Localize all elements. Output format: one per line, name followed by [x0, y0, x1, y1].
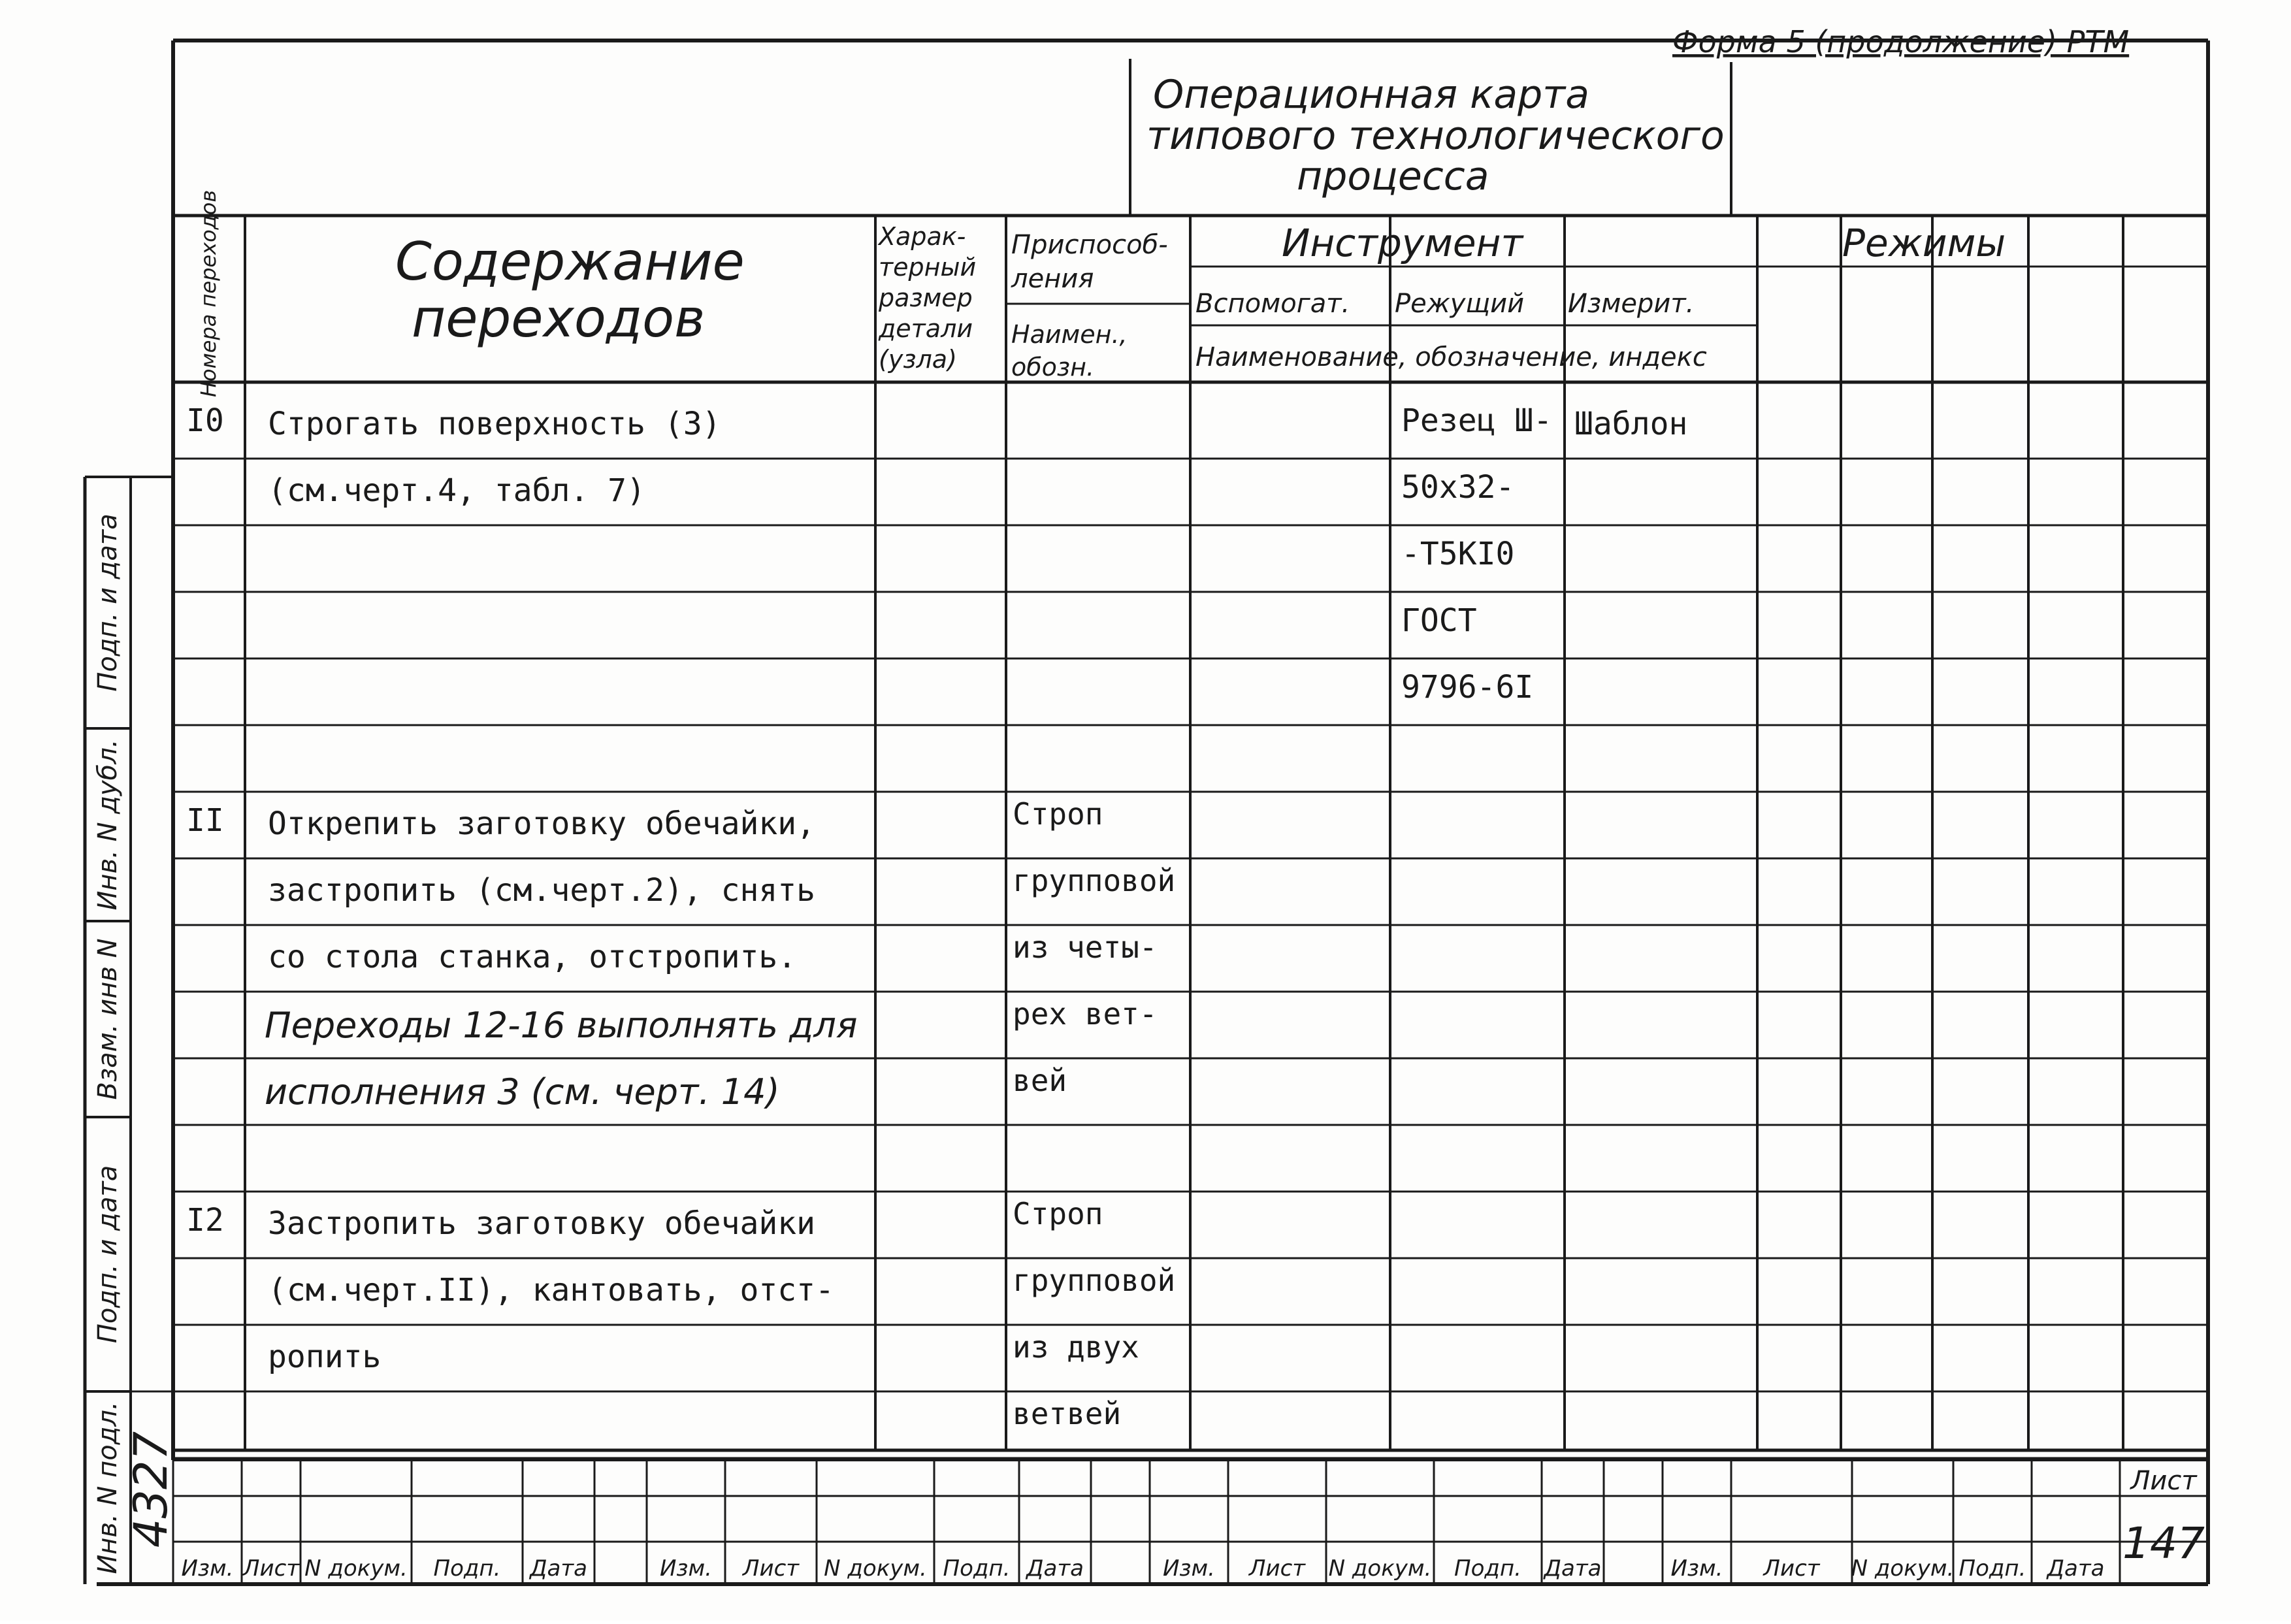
footer-label: Лист: [242, 1555, 300, 1582]
footer-label: Подп.: [943, 1555, 1011, 1582]
footer-label: Изм.: [660, 1555, 712, 1582]
fixtures-sub-header-2: обозн.: [1011, 353, 1095, 382]
footer-label: N докум.: [824, 1555, 927, 1582]
fixture-entry: ветвей: [1013, 1396, 1122, 1431]
step-content: Открепить заготовку обечайки,: [268, 805, 816, 842]
step-number-header: Номера переходов: [196, 189, 221, 397]
cutting-tool-entry: 9796-6I: [1401, 669, 1534, 706]
footer-label: Лист: [1248, 1555, 1306, 1582]
content-header-line-2: переходов: [412, 288, 706, 349]
fixtures-header-1: Приспособ-: [1011, 230, 1168, 260]
fixture-entry: Строп: [1013, 796, 1103, 832]
margin-label-2: Инв. N дубл.: [93, 739, 123, 911]
footer-label: Дата: [2047, 1555, 2105, 1582]
footer-label: Изм.: [181, 1555, 234, 1582]
sheet-label: Лист: [2130, 1466, 2197, 1496]
footer-label: Дата: [1026, 1555, 1084, 1582]
footer-label: Подп.: [1454, 1555, 1521, 1582]
char-size-header-1: Харак-: [879, 222, 966, 251]
footer-label: Дата: [529, 1555, 588, 1582]
footer-label: Подп.: [1958, 1555, 2026, 1582]
footer-label: Лист: [742, 1555, 800, 1582]
cutting-tool-entry: Резец Ш-: [1401, 402, 1553, 439]
char-size-header-3: размер: [879, 284, 973, 312]
fixture-entry: рех вет-: [1013, 996, 1158, 1031]
fixture-entry: групповой: [1013, 863, 1176, 898]
cutting-tool-entry: 50х32-: [1401, 469, 1515, 506]
tool-name-header: Наименование, обозначение, индекс: [1195, 342, 1707, 372]
tool-meas-header: Измерит.: [1568, 289, 1695, 319]
margin-label-3: Взам. инв N: [93, 938, 123, 1100]
measuring-tool-entry: Шаблон: [1574, 406, 1688, 442]
cutting-tool-entry: ГОСТ: [1401, 602, 1477, 639]
step-content-handwritten: исполнения 3 (см. черт. 14): [265, 1071, 780, 1112]
step-content: ропить: [268, 1339, 382, 1375]
footer-label: Дата: [1544, 1555, 1602, 1582]
sheet-number: 147: [2122, 1518, 2205, 1568]
form-label: Форма 5 (продолжение) РТМ: [1672, 24, 2130, 59]
step-number: I0: [186, 402, 224, 439]
step-content: (см.черт.II), кантовать, отст-: [268, 1272, 834, 1308]
margin-label-4: Подп. и дата: [93, 1165, 123, 1344]
modes-header: Режимы: [1842, 221, 2006, 265]
step-content: Застропить заготовку обечайки: [268, 1205, 816, 1242]
margin-label-1: Подп. и дата: [93, 513, 123, 692]
footer-label: N докум.: [1328, 1555, 1432, 1582]
footer-label: Изм.: [1670, 1555, 1723, 1582]
char-size-header-4: детали: [879, 314, 973, 343]
footer-label: Подп.: [433, 1555, 501, 1582]
fixtures-sub-header-1: Наимен.,: [1011, 320, 1128, 349]
tool-aux-header: Вспомогат.: [1195, 289, 1350, 319]
cutting-tool-entry: -Т5КI0: [1401, 536, 1515, 572]
fixture-entry: групповой: [1013, 1263, 1176, 1298]
footer-label: N докум.: [304, 1555, 408, 1582]
step-number: I2: [186, 1202, 224, 1239]
step-content: застропить (см.черт.2), снять: [268, 872, 816, 909]
step-content-handwritten: Переходы 12-16 выполнять для: [265, 1005, 858, 1046]
footer-label: Лист: [1763, 1555, 1820, 1582]
step-number: II: [186, 802, 224, 839]
footer-label: Изм.: [1163, 1555, 1215, 1582]
step-content: Строгать поверхность (3): [268, 406, 721, 442]
card-title-line-1: Операционная карта: [1153, 72, 1589, 118]
fixture-entry: из двух: [1013, 1329, 1139, 1365]
fixture-entry: Строп: [1013, 1196, 1103, 1231]
footer-label: N докум.: [1851, 1555, 1955, 1582]
step-content: со стола станка, отстропить.: [268, 939, 797, 975]
tool-cut-header: Режущий: [1395, 289, 1525, 319]
fixture-entry: вей: [1013, 1063, 1067, 1098]
inventory-number: 4327: [124, 1431, 178, 1548]
fixtures-header-2: ления: [1011, 264, 1094, 294]
margin-label-5: Инв. N подл.: [93, 1401, 123, 1574]
char-size-header-2: терный: [879, 253, 977, 282]
card-title-line-2: типового технологического: [1146, 113, 1725, 159]
step-content: (см.черт.4, табл. 7): [268, 472, 645, 509]
card-title-line-3: процесса: [1297, 154, 1489, 199]
fixture-entry: из четы-: [1013, 930, 1158, 965]
content-header-line-1: Содержание: [395, 231, 745, 292]
char-size-header-5: (узла): [879, 345, 957, 374]
tool-header: Инструмент: [1282, 221, 1523, 265]
